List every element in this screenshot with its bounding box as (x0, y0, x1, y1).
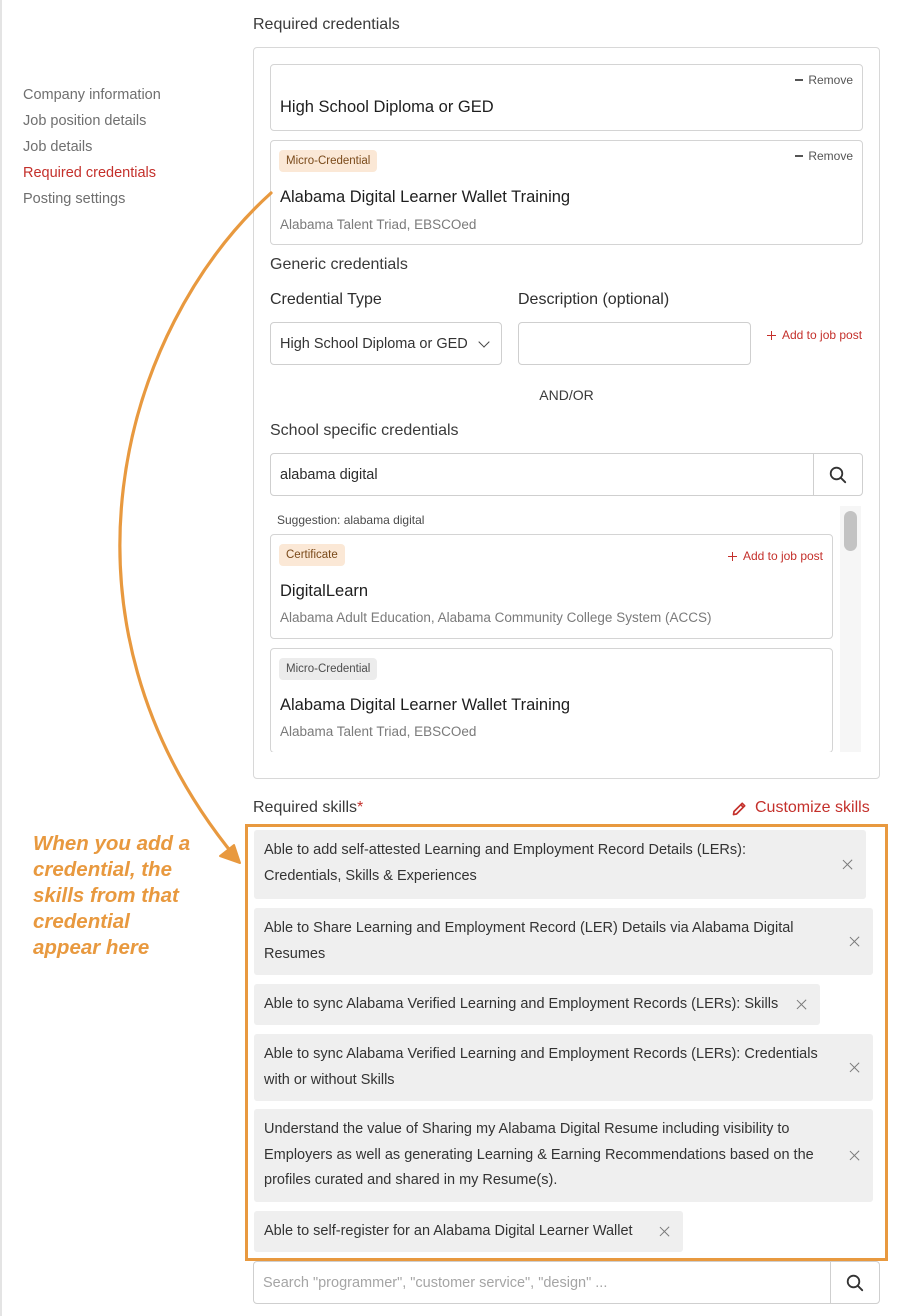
annotation-line: When you add a (33, 832, 191, 855)
credential-issuer: Alabama Talent Triad, EBSCOed (280, 217, 477, 232)
skill-chip (254, 1211, 683, 1252)
pencil-icon (731, 800, 748, 817)
skill-search (253, 1261, 880, 1304)
search-results-list (270, 506, 863, 752)
nav-posting-settings[interactable]: Posting settings (23, 191, 126, 207)
plus-icon (767, 331, 776, 340)
add-to-job-post-label: Add to job post (742, 549, 823, 563)
generic-credentials-heading: Generic credentials (270, 256, 408, 273)
nav-company-information[interactable]: Company information (23, 87, 161, 103)
skill-text-line: Able to self-register for an Alabama Digital Learner Wallet (264, 1223, 633, 1239)
scrollbar-thumb[interactable] (844, 511, 857, 551)
arrowhead-icon (220, 845, 240, 863)
annotation-line: credential, the (33, 858, 172, 881)
credential-type-value: High School Diploma or GED (280, 335, 468, 352)
annotation-line: credential (33, 910, 130, 933)
customize-skills-label: Customize skills (755, 799, 870, 816)
minus-icon (795, 79, 803, 81)
description-input[interactable] (518, 322, 751, 365)
search-icon (846, 1274, 864, 1292)
remove-skill-icon[interactable] (849, 936, 860, 947)
skill-text-line: Able to sync Alabama Verified Learning and Employment Records (LERs): Skills (264, 996, 779, 1012)
and-or-divider: AND/OR (539, 387, 594, 403)
add-generic-to-job-post-button[interactable] (767, 328, 862, 342)
chevron-down-icon (478, 336, 489, 347)
credential-type-badge: Micro-Credential (279, 150, 377, 172)
annotation-callout (33, 831, 223, 961)
page-border (0, 0, 2, 1316)
customize-skills-button[interactable] (731, 799, 870, 817)
result-title: Alabama Digital Learner Wallet Training (280, 696, 571, 714)
skills-highlight-box (245, 824, 888, 1261)
skill-chip (254, 830, 866, 899)
annotation-line: appear here (33, 936, 150, 959)
required-skills-text: Required skills (253, 799, 358, 816)
nav-job-position-details[interactable]: Job position details (23, 113, 147, 129)
remove-skill-icon[interactable] (796, 999, 807, 1010)
skill-text-line: Employers as well as generating Learning & Earning Recommendations based on the (264, 1146, 814, 1163)
credential-search-button[interactable] (813, 454, 862, 495)
credential-type-badge: Certificate (279, 544, 345, 566)
remove-label: Remove (808, 73, 853, 87)
add-to-job-post-label: Add to job post (782, 328, 863, 342)
remove-credential-button[interactable] (795, 73, 853, 87)
skill-chip (254, 1109, 873, 1202)
description-label: Description (optional) (518, 291, 670, 308)
result-card (270, 648, 833, 752)
skill-text-line: Understand the value of Sharing my Alabama Digital Resume including visibility to (264, 1121, 790, 1137)
selected-credential-card (270, 140, 863, 245)
skill-text-line: profiles curated and shared in my Resume(s). (264, 1172, 558, 1188)
skill-chip (254, 1034, 873, 1101)
search-suggestion[interactable]: Suggestion: alabama digital (277, 513, 425, 527)
required-asterisk: * (357, 799, 364, 816)
section-title: Required credentials (253, 16, 400, 33)
credential-type-label: Credential Type (270, 291, 382, 308)
remove-label: Remove (808, 149, 853, 163)
search-icon (829, 466, 847, 484)
result-issuer: Alabama Adult Education, Alabama Community College System (ACCS) (280, 610, 712, 625)
required-skills-label (253, 799, 363, 817)
nav-required-credentials[interactable]: Required credentials (23, 165, 156, 181)
remove-skill-icon[interactable] (849, 1062, 860, 1073)
skill-text-line: with or without Skills (264, 1071, 395, 1088)
school-specific-heading: School specific credentials (270, 422, 459, 439)
credential-title: High School Diploma or GED (280, 98, 494, 116)
result-issuer: Alabama Talent Triad, EBSCOed (280, 724, 477, 739)
minus-icon (795, 155, 803, 157)
skill-chip (254, 908, 873, 975)
credential-search (270, 453, 863, 496)
remove-skill-icon[interactable] (849, 1150, 860, 1161)
skill-search-button[interactable] (830, 1262, 879, 1303)
skill-text-line: Able to add self-attested Learning and Employment Record Details (LERs): (264, 842, 746, 858)
add-result-to-job-post-button[interactable] (728, 549, 823, 563)
results-scrollbar[interactable] (840, 506, 861, 752)
skill-text-line: Able to sync Alabama Verified Learning and Employment Records (LERs): Credentials (264, 1046, 818, 1062)
remove-credential-button[interactable] (795, 149, 853, 163)
result-title: DigitalLearn (280, 582, 369, 600)
plus-icon (728, 552, 737, 561)
credential-type-select[interactable] (270, 322, 502, 365)
credential-search-input[interactable]: alabama digital (280, 466, 378, 483)
result-card (270, 534, 833, 639)
remove-skill-icon[interactable] (842, 859, 853, 870)
remove-skill-icon[interactable] (659, 1226, 670, 1237)
nav-job-details[interactable]: Job details (23, 139, 93, 155)
skill-text-line: Able to Share Learning and Employment Record (LER) Details via Alabama Digital (264, 920, 794, 936)
credential-title: Alabama Digital Learner Wallet Training (280, 188, 571, 206)
section-nav (23, 84, 161, 214)
annotation-line: skills from that (33, 884, 179, 907)
credentials-panel (253, 47, 880, 779)
skill-text-line: Resumes (264, 945, 326, 962)
skill-chip (254, 984, 820, 1025)
credential-type-badge: Micro-Credential (279, 658, 377, 680)
skill-search-input[interactable] (254, 1262, 830, 1303)
selected-credential-card (270, 64, 863, 131)
skill-text-line: Credentials, Skills & Experiences (264, 867, 477, 884)
